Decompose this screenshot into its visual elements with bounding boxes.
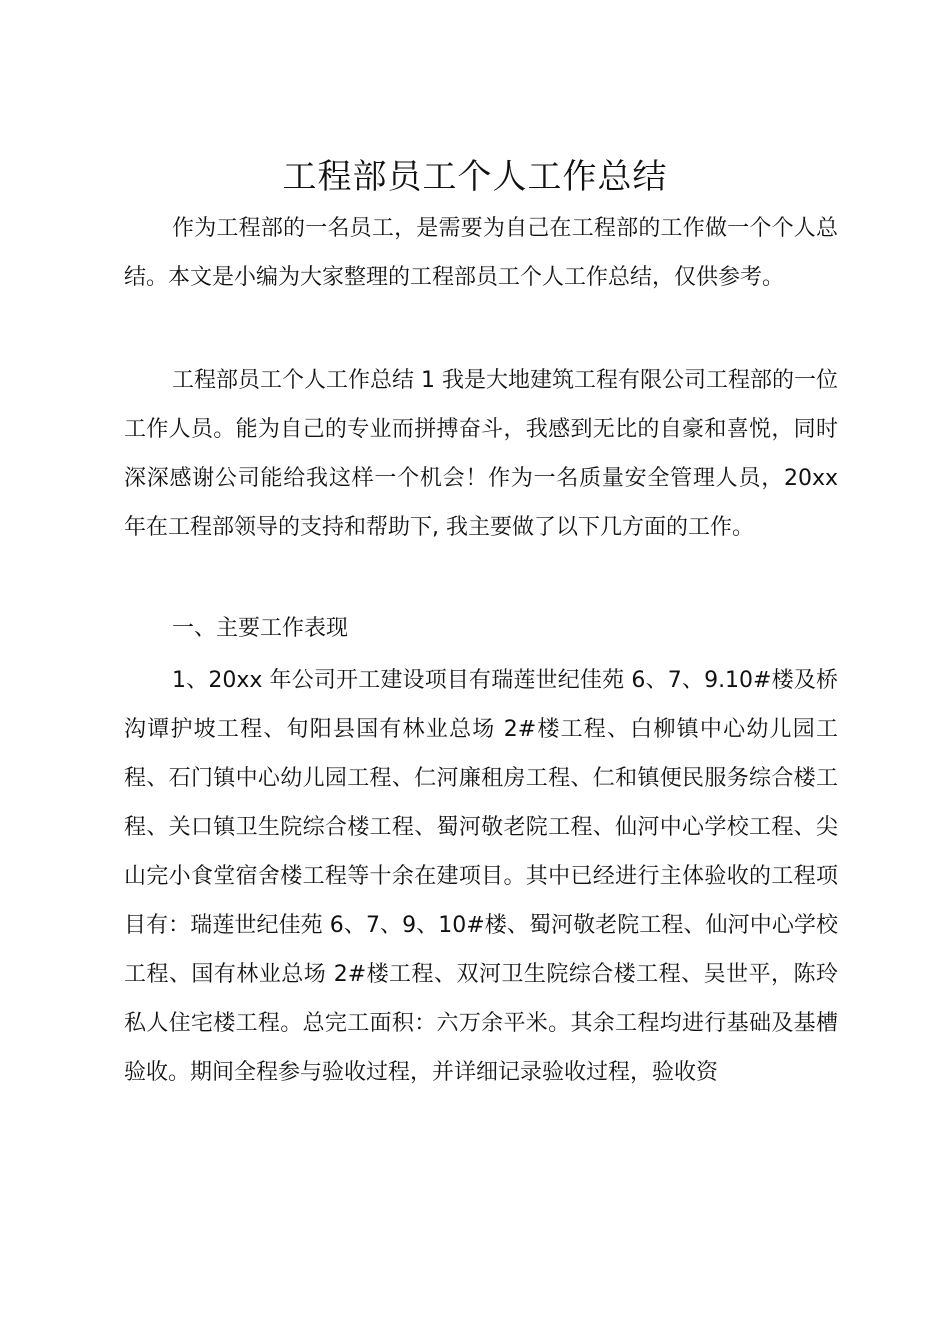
intro-paragraph: 作为工程部的一名员工，是需要为自己在工程部的工作做一个个人总结。本文是小编为大家整理的工程部员工个人工作总结，仅供参考。 xyxy=(124,216,838,290)
document-title: 工程部员工个人工作总结 xyxy=(282,157,668,197)
work-item-paragraph: 1、20xx 年公司开工建设项目有瑞莲世纪佳苑 6、7、9.10#楼及桥沟谭护坡工程、旬阳县国有林业总场 2#楼工程、白柳镇中心幼儿园工程、石门镇中心幼儿园工程、仁河廉租房工程、仁和镇便民服务综合楼工程、关口镇卫生院综合楼工程、蜀河敬老院工程、仙河中心学校工程、尖山完小食堂宿舍楼工程等十余在建项目。其中已经进行主体验收的工程项目有：瑞莲世纪佳苑 6、7、9、10#楼、蜀河敬老院工程、仙河中心学校工程、国有林业总场 2#楼工程、双河卫生院综合楼工程、吴世平，陈玲私人住宅楼工程。总完工面积：六万余平米。其余工程均进行基础及基槽验收。期间全程参与验收过程，并详细记录验收过程，验收资 xyxy=(124,668,838,1085)
section-heading: 一、主要工作表现 xyxy=(172,616,349,641)
summary-paragraph-1: 工程部员工个人工作总结 1 我是大地建筑工程有限公司工程部的一位工作人员。能为自己的专业而拼搏奋斗，我感到无比的自豪和喜悦，同时深深感谢公司能给我这样一个机会！作为一名质量安全管理人员，20xx 年在工程部领导的支持和帮助下, 我主要做了以下几方面的工作。 xyxy=(124,368,838,540)
